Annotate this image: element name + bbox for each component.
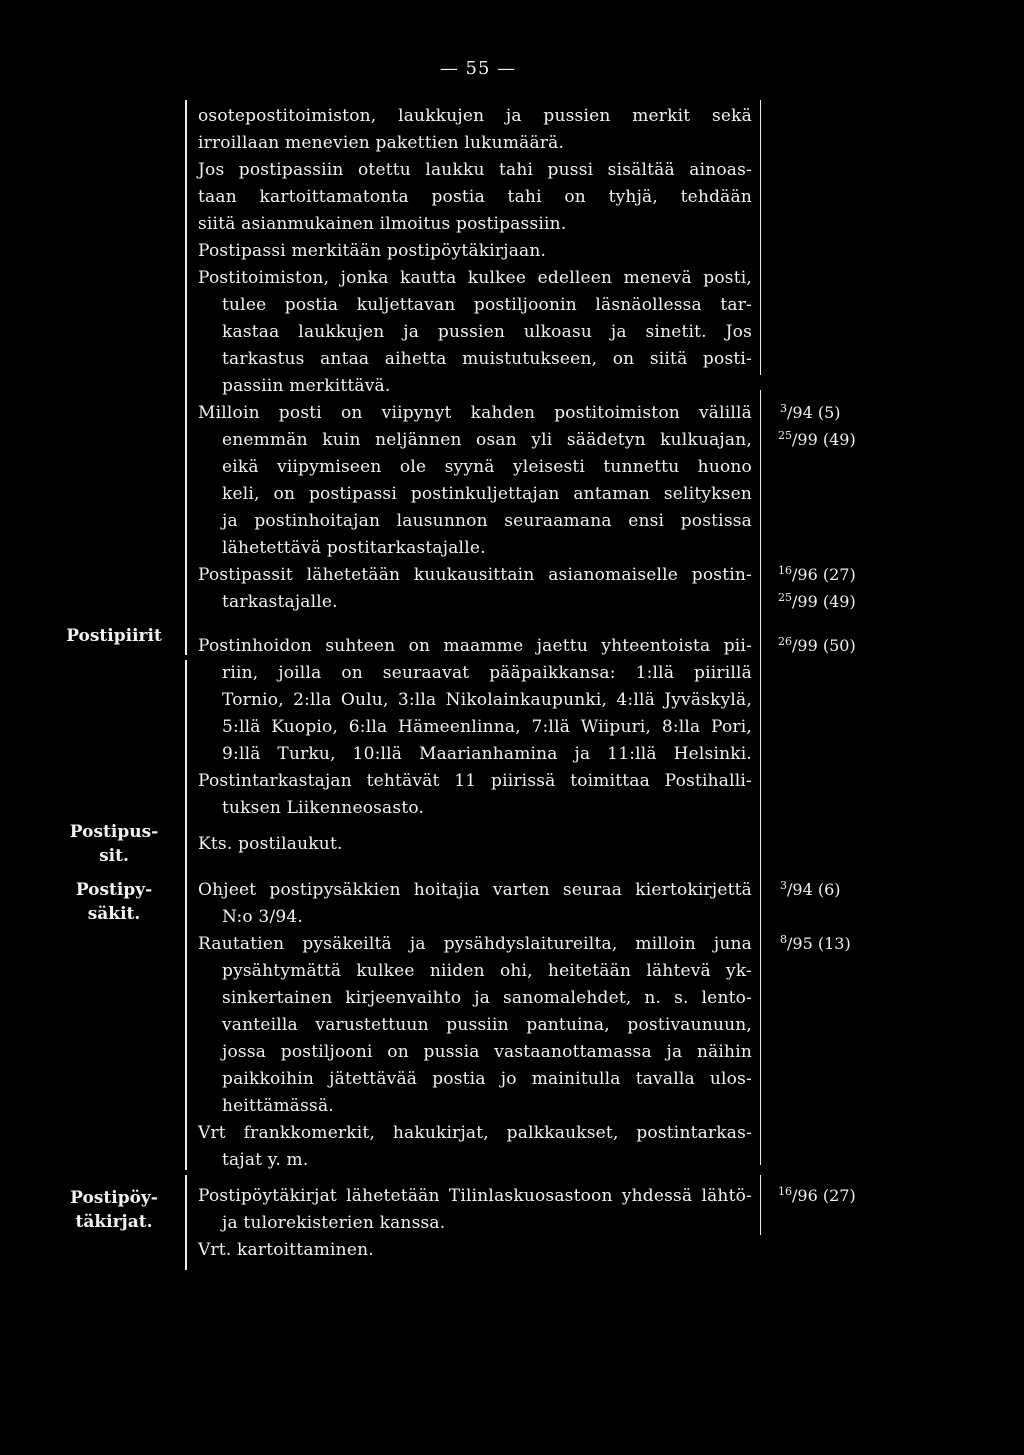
text-line: Postinhoidon suhteen on maamme jaettu yhteentoista pii- xyxy=(198,636,752,656)
text-line: taan kartoittamatonta postia tahi on tyhjä, tehdään xyxy=(198,187,752,207)
text-line: Postitoimiston, jonka kautta kulkee edelleen menevä posti, xyxy=(198,268,752,288)
text-line: siitä asianmukainen ilmoitus postipassiin. xyxy=(198,214,567,234)
right-rule-top xyxy=(760,100,761,375)
text-line: tajat y. m. xyxy=(222,1150,309,1170)
reference: $^8$/95 (13) xyxy=(780,933,851,953)
reference: $^3$/94 (6) xyxy=(780,879,841,899)
text-line: 5:llä Kuopio, 6:lla Hämeenlinna, 7:llä Wiipuri, 8:lla Pori, xyxy=(222,717,752,737)
reference: $^3$/94 (5) xyxy=(780,402,841,422)
text-line: Postintarkastajan tehtävät 11 piirissä toimittaa Postihalli- xyxy=(198,771,752,791)
text-line: irroillaan menevien pakettien lukumäärä. xyxy=(198,133,565,153)
text-line: passiin merkittävä. xyxy=(222,376,391,396)
page-number: — 55 — xyxy=(439,58,517,79)
text-line: 9:llä Turku, 10:llä Maarianhamina ja 11:llä Helsinki. xyxy=(222,744,752,764)
text-line: Tornio, 2:lla Oulu, 3:lla Nikolainkaupunki, 4:llä Jyväskylä, xyxy=(222,690,752,710)
text-line: riin, joilla on seuraavat pääpaikkansa: 1:llä piirillä xyxy=(222,663,752,683)
reference: $^{16}$/96 (27) xyxy=(778,564,856,584)
text-line: jossa postiljooni on pussia vastaanottamassa ja näihin xyxy=(222,1042,752,1062)
text-line: Postipassit lähetetään kuukausittain asianomaiselle postin- xyxy=(198,565,752,585)
sidenote-postipiirit: Postipiirit xyxy=(66,626,162,646)
text-line: Postipöytäkirjat lähetetään Tilinlaskuosastoon yhdessä lähtö- xyxy=(198,1186,752,1206)
text-line: Vrt frankkomerkit, hakukirjat, palkkaukset, postintarkas- xyxy=(198,1123,752,1143)
text-line: Milloin posti on viipynyt kahden postitoimiston välillä xyxy=(198,403,752,423)
text-line: kastaa laukkujen ja pussien ulkoasu ja sinetit. Jos xyxy=(222,322,752,342)
reference: $^{16}$/96 (27) xyxy=(778,1185,856,1205)
right-rule-bottom xyxy=(760,1175,761,1235)
left-rule-bottom xyxy=(185,1175,187,1270)
text-line: tarkastajalle. xyxy=(222,592,338,612)
text-line: Postipassi merkitään postipöytäkirjaan. xyxy=(198,241,547,261)
text-line: Vrt. kartoittaminen. xyxy=(198,1240,374,1260)
text-line: tulee postia kuljettavan postiljoonin läsnäollessa tar- xyxy=(222,295,752,315)
text-line: N:o 3/94. xyxy=(222,907,304,927)
sidenote-postipussit-1: Postipus- xyxy=(69,822,159,842)
text-line: enemmän kuin neljännen osan yli säädetyn kulkuajan, xyxy=(222,430,752,450)
sidenote-postipysakit-2: säkit. xyxy=(87,904,141,924)
left-rule-mid xyxy=(185,660,187,1170)
text-line: sinkertainen kirjeenvaihto ja sanomalehdet, n. s. lento- xyxy=(222,988,752,1008)
text-line: keli, on postipassi postinkuljettajan antaman selityksen xyxy=(222,484,752,504)
reference: $^{25}$/99 (49) xyxy=(778,429,856,449)
right-rule-mid xyxy=(760,390,761,1165)
text-line: Kts. postilaukut. xyxy=(198,834,343,854)
sidenote-postipysakit-1: Postipy- xyxy=(75,880,153,900)
reference: $^{26}$/99 (50) xyxy=(778,635,856,655)
text-line: Rautatien pysäkeiltä ja pysähdyslaitureilta, milloin juna xyxy=(198,934,752,954)
text-line: osotepostitoimiston, laukkujen ja pussien merkit sekä xyxy=(198,106,752,126)
sidenote-postipoytakirjat-1: Postipöy- xyxy=(70,1188,158,1208)
text-line: paikkoihin jätettävää postia jo mainitulla tavalla ulos- xyxy=(222,1069,752,1089)
left-rule-top xyxy=(185,100,187,655)
text-line: ja tulorekisterien kanssa. xyxy=(222,1213,446,1233)
sidenote-postipoytakirjat-2: täkirjat. xyxy=(75,1212,153,1232)
reference: $^{25}$/99 (49) xyxy=(778,591,856,611)
text-line: Jos postipassiin otettu laukku tahi pussi sisältää ainoas- xyxy=(198,160,752,180)
text-line: vanteilla varustettuun pussiin pantuina, postivaunuun, xyxy=(222,1015,752,1035)
text-line: eikä viipymiseen ole syynä yleisesti tunnettu huono xyxy=(222,457,752,477)
text-line: Ohjeet postipysäkkien hoitajia varten seuraa kiertokirjettä xyxy=(198,880,752,900)
sidenote-postipussit-2: sit. xyxy=(99,846,129,866)
text-line: tarkastus antaa aihetta muistutukseen, on siitä posti- xyxy=(222,349,752,369)
text-line: heittämässä. xyxy=(222,1096,334,1116)
text-line: lähetettävä postitarkastajalle. xyxy=(222,538,486,558)
text-line: ja postinhoitajan lausunnon seuraamana ensi postissa xyxy=(222,511,752,531)
text-line: tuksen Liikenneosasto. xyxy=(222,798,425,818)
text-line: pysähtymättä kulkee niiden ohi, heitetään lähtevä yk- xyxy=(222,961,752,981)
